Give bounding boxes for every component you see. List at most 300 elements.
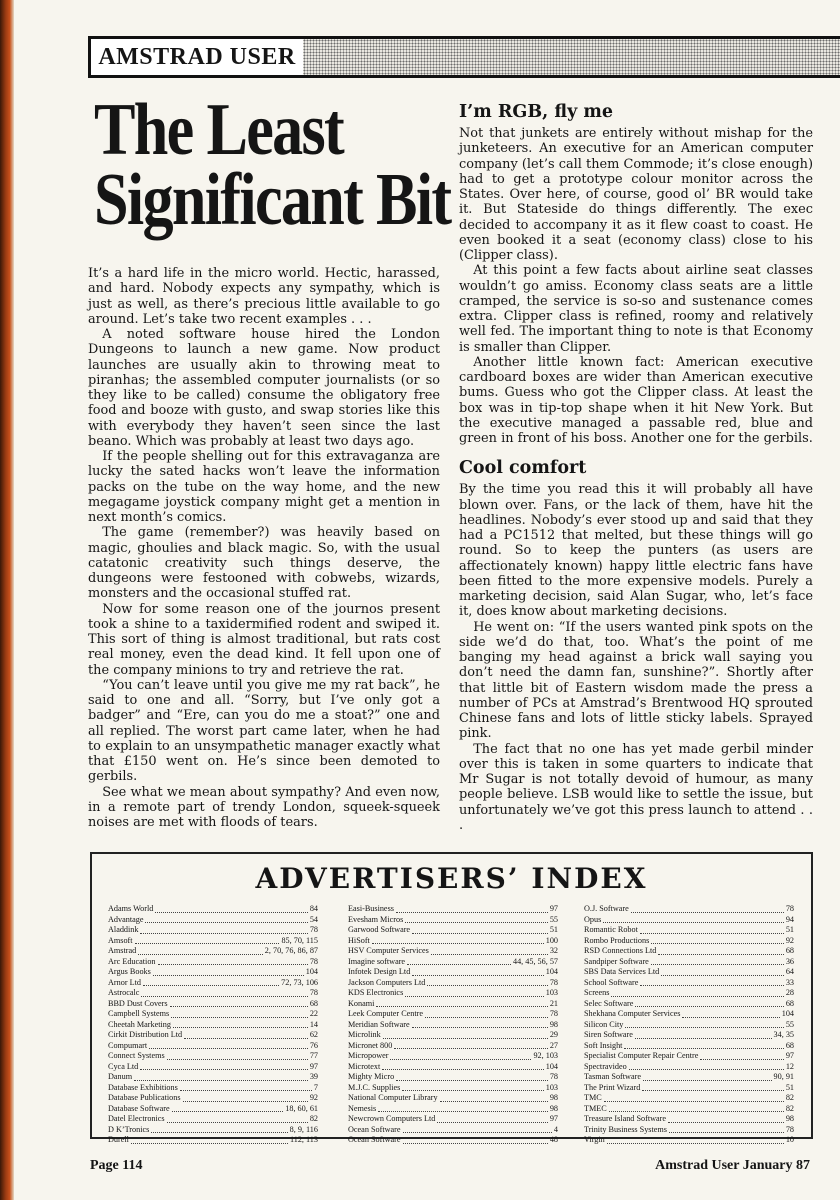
advertiser-pages: 27 — [549, 1040, 558, 1050]
leader-dots — [140, 933, 307, 934]
advertiser-entry — [584, 1030, 794, 1041]
advertiser-entry — [584, 1020, 794, 1031]
leader-dots — [158, 964, 308, 965]
advertiser-entry — [348, 1062, 558, 1073]
advertiser-name: Romantic Robot — [584, 925, 638, 934]
advertiser-name: Infotek Design Ltd — [348, 967, 411, 976]
advertiser-entry — [108, 978, 318, 989]
advertiser-pages: 78 — [785, 904, 794, 913]
advertiser-entry — [108, 915, 318, 926]
advertiser-entry — [348, 1104, 558, 1115]
advertiser-pages: 98 — [785, 1114, 794, 1123]
advertiser-name: HiSoft — [348, 935, 370, 945]
leader-dots — [661, 975, 784, 976]
advertiser-name: Silicon City — [584, 1019, 624, 1029]
advertiser-entry — [584, 936, 794, 947]
advertiser-name: Ocean Software — [348, 1124, 401, 1134]
binding-spine — [0, 0, 14, 1200]
advertisers-index-title: ADVERTISERS’ INDEX — [255, 862, 648, 895]
leader-dots — [170, 1006, 308, 1007]
leader-dots — [403, 1132, 552, 1133]
advertiser-entry — [108, 1062, 318, 1073]
advertiser-entry — [348, 1083, 558, 1094]
advertiser-entry — [348, 1009, 558, 1020]
advertiser-name: Specialist Computer Repair Centre — [584, 1051, 699, 1060]
subheading-cool-comfort: Cool comfort — [459, 458, 587, 479]
advertiser-name: Sandpiper Software — [584, 956, 649, 966]
advertiser-entry — [108, 1030, 318, 1041]
advertiser-name: Argus Books — [108, 967, 151, 976]
leader-dots — [140, 1069, 308, 1070]
leader-dots — [390, 1059, 531, 1060]
advertiser-entry — [348, 978, 558, 989]
advertiser-entry — [584, 925, 794, 936]
advertiser-pages: 10 — [785, 1135, 794, 1144]
advertiser-name: Treasure Island Software — [584, 1114, 667, 1123]
leader-dots — [372, 943, 544, 944]
advertiser-name: Adams World — [108, 904, 154, 913]
advertiser-entry — [584, 1051, 794, 1062]
advertiser-pages: 78 — [785, 1124, 794, 1134]
advertiser-name: Database Software — [108, 1103, 170, 1113]
advertiser-pages: 104 — [545, 967, 558, 976]
right-column — [459, 100, 813, 833]
advertiser-entry — [584, 1125, 794, 1136]
leader-dots — [153, 975, 304, 976]
advertiser-name: M.J.C. Supplies — [348, 1082, 401, 1092]
advertiser-name: O.J. Software — [584, 904, 629, 913]
advertiser-entry — [108, 1093, 318, 1104]
leader-dots — [611, 996, 783, 997]
leader-dots — [396, 912, 548, 913]
paragraph: Not that junkets are entirely without mishap for the junketeers. An executive for an American computer company (let’s call them Commode; it’s close enough) had to get a prototype colour monitor across the States. Over here, of course, good ol’ BR would take it. But Stateside do things differently. The exec decided to accompany it as it flew coast to coast. He even booked it a seat (economy class) close to his (Clipper class). — [459, 126, 813, 263]
advertiser-name: Garwood Software — [348, 925, 411, 934]
advertiser-name: KDS Electronics — [348, 988, 404, 997]
advertiser-name: Easi-Business — [348, 904, 394, 913]
advertiser-entry — [348, 999, 558, 1010]
advertiser-entry — [108, 925, 318, 936]
advertiser-entry — [108, 1104, 318, 1115]
advertisers-column-3 — [584, 904, 794, 1146]
advertiser-pages: 78 — [309, 956, 318, 966]
advertiser-name: HSV Computer Services — [348, 946, 429, 955]
advertiser-name: Ocean Software — [348, 1135, 401, 1144]
leader-dots — [378, 1111, 548, 1112]
advertiser-entry — [108, 999, 318, 1010]
paragraph: The fact that no one has yet made gerbil minder over this is taken in some quarters to indicate that Mr Sugar is not totally devoid of humour, as many people believe. LSB would like to settle the issue, but unfortunately we’ve got this press launch to attend . . . — [459, 741, 813, 833]
leader-dots — [376, 1006, 547, 1007]
header-halftone-band — [303, 36, 840, 78]
advertiser-entry — [108, 1114, 318, 1125]
advertiser-pages: 78 — [549, 1072, 558, 1081]
left-column — [88, 266, 440, 830]
leader-dots — [669, 1132, 784, 1133]
advertiser-name: Imagine software — [348, 956, 406, 966]
leader-dots — [145, 922, 307, 923]
leader-dots — [141, 996, 307, 997]
advertiser-name: Durell — [108, 1135, 129, 1144]
advertiser-entry — [108, 1135, 318, 1146]
advertiser-entry — [348, 925, 558, 936]
advertiser-pages: 8, 9, 116 — [289, 1124, 318, 1134]
advertiser-pages: 4 — [553, 1124, 558, 1134]
advertiser-pages: 85, 70, 115 — [281, 935, 318, 945]
advertiser-name: Database Exhibitions — [108, 1082, 178, 1092]
advertiser-entry — [584, 1009, 794, 1020]
advertiser-name: Cheetah Marketing — [108, 1019, 171, 1029]
advertiser-name: Meridian Software — [348, 1019, 410, 1029]
advertiser-entry — [584, 988, 794, 999]
advertiser-name: Opus — [584, 914, 602, 924]
advertiser-pages: 68 — [309, 998, 318, 1008]
advertiser-name: TMEC — [584, 1103, 607, 1113]
advertiser-entry — [348, 1051, 558, 1062]
advertiser-entry — [584, 1083, 794, 1094]
advertiser-name: Datel Electronics — [108, 1114, 165, 1123]
advertiser-name: Micropower — [348, 1051, 389, 1060]
leader-dots — [149, 1048, 308, 1049]
advertiser-name: D K’Tronics — [108, 1124, 150, 1134]
advertiser-pages: 104 — [545, 1061, 558, 1071]
leader-dots — [172, 1111, 284, 1112]
advertiser-name: Konami — [348, 998, 375, 1008]
advertiser-entry — [348, 1020, 558, 1031]
leader-dots — [180, 1090, 312, 1091]
advertiser-name: Astrocalc — [108, 988, 140, 997]
leader-dots — [131, 1143, 288, 1144]
page-number: Page 114 — [90, 1158, 143, 1173]
advertiser-entry — [108, 957, 318, 968]
advertiser-name: Screens — [584, 988, 610, 997]
advertiser-name: Cyca Ltd — [108, 1061, 139, 1071]
advertiser-pages: 112, 113 — [289, 1135, 318, 1144]
advertiser-pages: 12 — [785, 1061, 794, 1071]
advertiser-name: Tasman Software — [584, 1072, 641, 1081]
advertisers-column-1 — [108, 904, 318, 1146]
leader-dots — [184, 1038, 308, 1039]
leader-dots — [412, 1027, 548, 1028]
paragraph: At this point a few facts about airline seat classes wouldn’t go amiss. Economy class seats are a little cramped, the service is so-so and sustenance comes extra. Clipper class is refined, roomy and relatively well fed. The important thing to note is that Economy is smaller than Clipper. — [459, 263, 813, 355]
advertiser-name: Soft Insight — [584, 1040, 623, 1050]
issue-label: Amstrad User January 87 — [655, 1158, 810, 1173]
leader-dots — [640, 933, 784, 934]
advertiser-entry — [348, 1135, 558, 1146]
leader-dots — [437, 1122, 547, 1123]
advertiser-entry — [108, 946, 318, 957]
advertiser-entry — [584, 1104, 794, 1115]
advertiser-name: Cirkit Distribution Ltd — [108, 1030, 183, 1039]
advertiser-entry — [584, 957, 794, 968]
advertiser-name: Nemesis — [348, 1103, 377, 1113]
advertiser-pages: 34, 35 — [773, 1030, 794, 1039]
advertiser-name: Leek Computer Centre — [348, 1009, 424, 1018]
leader-dots — [134, 1080, 308, 1081]
advertiser-name: TMC — [584, 1093, 602, 1102]
advertiser-entry — [108, 1072, 318, 1083]
advertiser-pages: 77 — [309, 1051, 318, 1060]
advertiser-pages: 76 — [309, 1040, 318, 1050]
paragraph: By the time you read this it will probably all have blown over. Fans, or the lack of them, have hit the headlines. Nobody’s ever stood up and said that they had a PC1512 that melted, but these things will go round. So to keep the punters (as users are affectionately known) happy little electric fans have been fitted to the more expensive models. Purely a marketing decision, said Alan Sugar, who, let’s face it, does know about marketing decisions. — [459, 482, 813, 620]
advertiser-name: Trinity Business Systems — [584, 1124, 667, 1134]
leader-dots — [396, 1080, 548, 1081]
leader-dots — [651, 964, 784, 965]
advertiser-pages: 21 — [549, 998, 558, 1008]
advertiser-entry — [348, 1093, 558, 1104]
advertiser-entry — [348, 1072, 558, 1083]
leader-dots — [183, 1101, 308, 1102]
leader-dots — [440, 1101, 548, 1102]
advertiser-entry — [584, 978, 794, 989]
leader-dots — [143, 985, 279, 986]
advertiser-pages: 90, 91 — [773, 1072, 794, 1081]
advertiser-name: Jackson Computers Ltd — [348, 977, 426, 987]
advertiser-pages: 82 — [785, 1093, 794, 1102]
leader-dots — [403, 1143, 548, 1144]
advertiser-entry — [348, 1030, 558, 1041]
leader-dots — [405, 996, 543, 997]
advertiser-entry — [108, 1083, 318, 1094]
advertiser-pages: 94 — [785, 914, 794, 924]
advertiser-pages: 104 — [781, 1009, 794, 1018]
advertisers-column-2 — [348, 904, 558, 1146]
advertiser-pages: 97 — [785, 1051, 794, 1060]
advertiser-name: Selec Software — [584, 998, 634, 1008]
leader-dots — [394, 1048, 547, 1049]
advertiser-pages: 78 — [549, 1009, 558, 1018]
advertiser-pages: 55 — [549, 914, 558, 924]
advertiser-pages: 78 — [549, 977, 558, 987]
leader-dots — [431, 954, 548, 955]
leader-dots — [631, 912, 784, 913]
advertiser-pages: 44, 45, 56, 57 — [512, 956, 558, 966]
advertiser-entry — [584, 1114, 794, 1125]
advertiser-pages: 7 — [313, 1082, 318, 1092]
advertiser-name: Danum — [108, 1072, 133, 1081]
leader-dots — [155, 912, 307, 913]
advertiser-name: The Print Wizard — [584, 1082, 641, 1092]
leader-dots — [604, 1101, 784, 1102]
advertiser-pages: 92 — [309, 1093, 318, 1102]
advertiser-name: Advantage — [108, 914, 144, 924]
advertiser-entry — [348, 936, 558, 947]
advertiser-name: Amstrad — [108, 946, 137, 955]
advertiser-pages: 33 — [785, 977, 794, 987]
advertiser-name: Newcrown Computers Ltd — [348, 1114, 436, 1123]
paragraph: He went on: “If the users wanted pink spots on the side we’d do that, too. What’s the point of me banging my head against a brick wall saying you don’t need the damn fan, sunshine?”. Shortly after that little bit of Eastern wisdom made the press a number of PCs at Amstrad’s Brentwood HQ sprouted Chinese fans and lots of little sticky labels. Sprayed pink. — [459, 619, 813, 742]
leader-dots — [167, 1059, 308, 1060]
advertiser-entry — [584, 1093, 794, 1104]
advertiser-entry — [108, 967, 318, 978]
advertiser-name: Evesham Micros — [348, 914, 404, 924]
advertiser-entry — [108, 1020, 318, 1031]
advertiser-name: Arc Education — [108, 956, 156, 966]
section-label: AMSTRAD USER — [88, 36, 306, 78]
article-title-line1: The Least — [94, 89, 344, 171]
advertiser-name: Microlink — [348, 1030, 381, 1039]
leader-dots — [668, 1122, 784, 1123]
leader-dots — [658, 954, 783, 955]
advertiser-pages: 98 — [549, 1019, 558, 1029]
paragraph: Another little known fact: American executive cardboard boxes are wider than American executive bums. Guess who got the Clipper class. At least the box was in tip-top shape when it hit New York. But the executive managed a passable red, blue and green in front of his boss. Another one for the gerbils. — [459, 354, 813, 446]
leader-dots — [427, 985, 547, 986]
advertiser-entry — [108, 1041, 318, 1052]
leader-dots — [682, 1017, 779, 1018]
leader-dots — [425, 1017, 548, 1018]
advertiser-pages: 97 — [309, 1061, 318, 1071]
leader-dots — [405, 922, 548, 923]
advertiser-name: SBS Data Services Ltd — [584, 967, 660, 976]
advertiser-entry — [348, 1041, 558, 1052]
advertiser-name: Microtext — [348, 1061, 381, 1071]
advertiser-name: Rombo Productions — [584, 935, 650, 945]
leader-dots — [625, 1027, 783, 1028]
advertiser-pages: 82 — [785, 1103, 794, 1113]
paragraph: See what we mean about sympathy? And even now, in a remote part of trendy London, squeek-squeek noises are met with floods of tears. — [88, 784, 440, 830]
paragraph: The game (remember?) was heavily based on magic, ghoulies and black magic. So, with the usual catatonic creativity such things deserve, the dungeons were festooned with cobwebs, wizards, monsters and the occasional stuffed rat. — [88, 525, 440, 602]
advertiser-name: Micronet 800 — [348, 1040, 393, 1050]
advertiser-pages: 97 — [549, 904, 558, 913]
advertiser-name: Connect Systems — [108, 1051, 165, 1060]
advertiser-entry — [108, 936, 318, 947]
advertiser-pages: 18, 60, 61 — [285, 1103, 318, 1113]
advertiser-pages: 64 — [785, 967, 794, 976]
advertiser-entry — [584, 1062, 794, 1073]
advertiser-pages: 22 — [309, 1009, 318, 1018]
leader-dots — [607, 1143, 784, 1144]
advertiser-pages: 103 — [545, 988, 558, 997]
advertiser-entry — [584, 1072, 794, 1083]
advertiser-pages: 62 — [309, 1030, 318, 1039]
advertiser-entry — [584, 967, 794, 978]
advertiser-pages: 103 — [545, 1082, 558, 1092]
advertiser-entry — [348, 915, 558, 926]
advertiser-entry — [348, 988, 558, 999]
leader-dots — [402, 1090, 543, 1091]
advertiser-entry — [348, 967, 558, 978]
advertiser-pages: 68 — [785, 946, 794, 955]
leader-dots — [383, 1038, 548, 1039]
advertiser-entry — [584, 915, 794, 926]
advertiser-entry — [584, 904, 794, 915]
advertiser-entry — [584, 999, 794, 1010]
advertiser-pages: 72, 73, 106 — [281, 977, 318, 987]
advertiser-name: Mighty Micro — [348, 1072, 395, 1081]
advertiser-pages: 98 — [549, 1093, 558, 1102]
leader-dots — [643, 1080, 772, 1081]
leader-dots — [629, 1069, 784, 1070]
leader-dots — [151, 1132, 287, 1133]
advertiser-entry — [584, 1041, 794, 1052]
subheading-rgb: I’m RGB, fly me — [459, 102, 613, 122]
advertiser-pages: 84 — [309, 904, 318, 913]
advertiser-pages: 39 — [309, 1072, 318, 1081]
leader-dots — [651, 943, 784, 944]
advertiser-entry — [584, 1135, 794, 1146]
leader-dots — [412, 975, 543, 976]
advertiser-pages: 2, 70, 76, 86, 87 — [264, 946, 318, 955]
leader-dots — [640, 985, 783, 986]
advertiser-entry — [348, 904, 558, 915]
advertiser-pages: 68 — [785, 998, 794, 1008]
leader-dots — [167, 1122, 308, 1123]
paragraph: If the people shelling out for this extravaganza are lucky the sated hacks won’t leave the information packs on the tube on the way home, and the new megagame joystick company might get a mention in next month’s comics. — [88, 449, 440, 525]
section-cool-comfort-body — [459, 482, 813, 833]
leader-dots — [138, 954, 263, 955]
advertiser-pages: 54 — [309, 914, 318, 924]
advertiser-pages: 29 — [549, 1030, 558, 1039]
advertiser-pages: 48 — [549, 1135, 558, 1144]
paragraph: Now for some reason one of the journos present took a shine to a taxidermified rodent and swiped it. This sort of thing is almost traditional, but rats cost real money, even the dead kind. It fell upon one of the company minions to try and retrieve the rat. — [88, 601, 440, 678]
advertiser-entry — [108, 1125, 318, 1136]
leader-dots — [642, 1090, 783, 1091]
advertiser-pages: 55 — [785, 1019, 794, 1029]
advertiser-name: RSD Connections Ltd — [584, 946, 657, 955]
leader-dots — [412, 933, 548, 934]
advertiser-pages: 104 — [305, 967, 318, 976]
article-title-line2: Significant Bit — [94, 159, 451, 241]
advertiser-name: Compumart — [108, 1040, 148, 1050]
section-rgb-body — [459, 126, 813, 446]
advertiser-entry — [108, 988, 318, 999]
leader-dots — [171, 1017, 308, 1018]
advertiser-entry — [108, 1051, 318, 1062]
advertiser-name: Spectravideo — [584, 1061, 627, 1071]
leader-dots — [173, 1027, 308, 1028]
leader-dots — [407, 964, 511, 965]
advertiser-pages: 68 — [785, 1040, 794, 1050]
article-title — [94, 89, 451, 241]
advertiser-name: Siren Software — [584, 1030, 633, 1039]
advertiser-pages: 36 — [785, 956, 794, 966]
advertiser-name: School Software — [584, 977, 639, 987]
advertiser-name: Shekhana Computer Services — [584, 1009, 681, 1018]
leader-dots — [382, 1069, 543, 1070]
advertiser-pages: 51 — [785, 1082, 794, 1092]
advertiser-name: Amsoft — [108, 935, 133, 945]
advertiser-name: National Computer Library — [348, 1093, 438, 1102]
advertiser-pages: 92 — [785, 935, 794, 945]
leader-dots — [700, 1059, 783, 1060]
advertisers-index — [90, 852, 813, 1144]
advertiser-entry — [348, 1114, 558, 1125]
advertiser-pages: 98 — [549, 1103, 558, 1113]
paragraph: It’s a hard life in the micro world. Hectic, harassed, and hard. Nobody expects any sympathy, which is just as well, as there’s precious little available to go around. Let’s take two recent examples . . . — [88, 266, 440, 327]
advertiser-pages: 82 — [309, 1114, 318, 1123]
advertiser-pages: 100 — [545, 935, 558, 945]
advertiser-name: Aladdink — [108, 925, 139, 934]
advertiser-entry — [348, 946, 558, 957]
advertiser-entry — [108, 904, 318, 915]
advertiser-pages: 78 — [309, 925, 318, 934]
advertiser-name: Database Publications — [108, 1093, 181, 1102]
leader-dots — [135, 943, 280, 944]
advertiser-name: BBD Dust Covers — [108, 998, 168, 1008]
leader-dots — [603, 922, 784, 923]
advertiser-pages: 97 — [549, 1114, 558, 1123]
advertiser-pages: 51 — [549, 925, 558, 934]
advertiser-entry — [348, 1125, 558, 1136]
advertiser-name: Campbell Systems — [108, 1009, 170, 1018]
leader-dots — [635, 1038, 772, 1039]
advertiser-pages: 32 — [549, 946, 558, 955]
advertiser-pages: 78 — [309, 988, 318, 997]
leader-dots — [609, 1111, 784, 1112]
advertiser-pages: 28 — [785, 988, 794, 997]
advertiser-pages: 51 — [785, 925, 794, 934]
advertiser-pages: 14 — [309, 1019, 318, 1029]
advertiser-entry — [348, 957, 558, 968]
advertiser-pages: 92, 103 — [533, 1051, 558, 1060]
